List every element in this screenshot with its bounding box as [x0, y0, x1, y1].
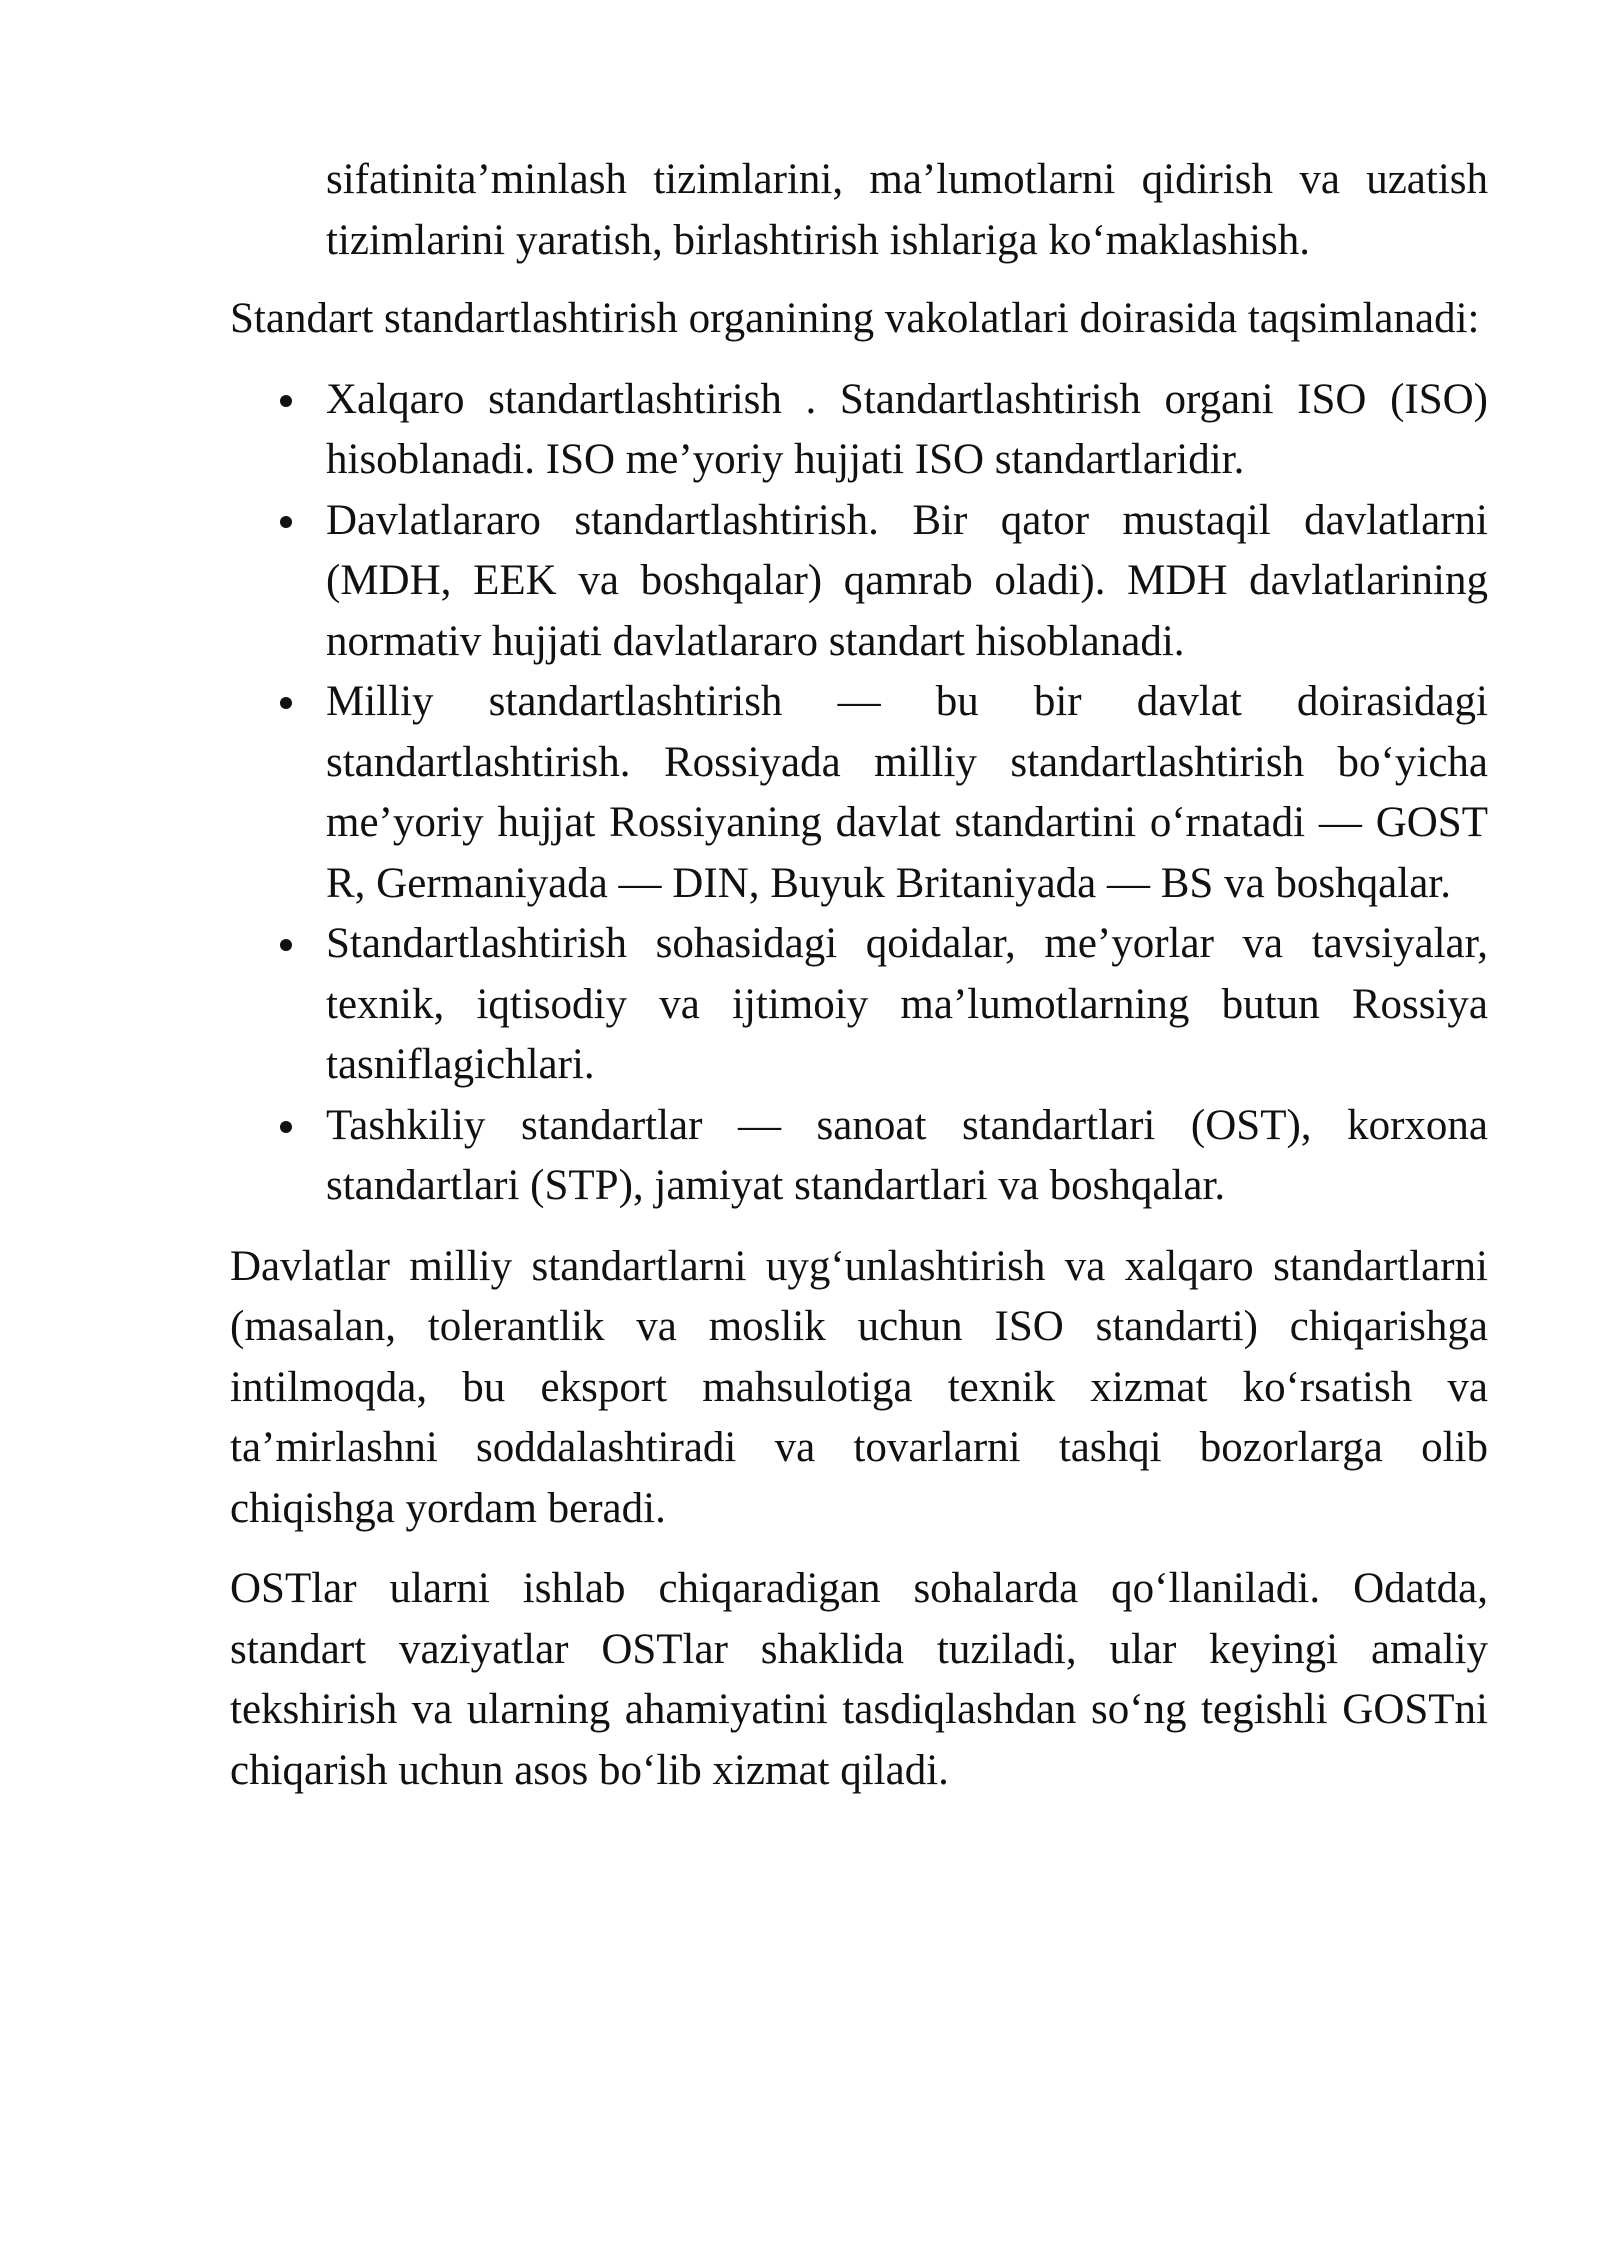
bullet-item [230, 491, 1488, 673]
bullet-dot-icon [280, 1121, 292, 1133]
bullet-item [230, 672, 1488, 914]
bullet-text: Milliy standartlashtirish — bu bir davlat doirasidagi standartlashtirish. Rossiyada milliy standartlashtirish bo‘yicha me’yoriy hujjat Rossiyaning davlat standartini o‘rnatadi — GOST R, Germaniyada — DIN, Buyuk Britaniyada — BS va boshqalar. [326, 678, 1488, 907]
bullet-dot-icon [280, 697, 292, 709]
bullet-item [230, 914, 1488, 1096]
bullet-dot-icon [280, 395, 292, 407]
body-paragraph-ost: OSTlar ularni ishlab chiqaradigan sohalarda qo‘llaniladi. Odatda, standart vaziyatlar OSTlar shaklida tuziladi, ular keyingi amaliy tekshirish va ularning ahamiyatini tasdiqlashdan so‘ng tegishli GOSTni chiqarish uchun asos bo‘lib xizmat qiladi. [230, 1565, 1488, 1794]
bullet-item [230, 370, 1488, 491]
bullet-dot-icon [280, 939, 292, 951]
continuation-paragraph: sifatinita’minlash tizimlarini, ma’lumotlarni qidirish va uzatish tizimlarini yaratish, birlashtirish ishlariga ko‘maklashish. [326, 156, 1488, 264]
bullet-item [230, 1096, 1488, 1217]
intro-paragraph: Standart standartlashtirish organining vakolatlari doirasida taqsimlanadi: [230, 295, 1480, 342]
bullet-text: Davlatlararo standartlashtirish. Bir qator mustaqil davlatlarni (MDH, EEK va boshqalar) qamrab oladi). MDH davlatlarining normativ hujjati davlatlararo standart hisoblanadi. [326, 496, 1488, 665]
bullet-dot-icon [280, 516, 292, 528]
bullet-list [230, 370, 1488, 1217]
page-content [230, 150, 1488, 1821]
bullet-text: Xalqaro standartlashtirish . Standartlashtirish organi ISO (ISO) hisoblanadi. ISO me’yoriy hujjati ISO standartlaridir. [326, 375, 1488, 483]
body-paragraph-harmonization: Davlatlar milliy standartlarni uyg‘unlashtirish va xalqaro standartlarni (masalan, tolerantlik va moslik uchun ISO standarti) chiqarishga intilmoqda, bu eksport mahsulotiga texnik xizmat ko‘rsatish va ta’mirlashni soddalashtiradi va tovarlarni tashqi bozorlarga olib chiqishga yordam beradi. [230, 1242, 1488, 1532]
bullet-text: Tashkiliy standartlar — sanoat standartlari (OST), korxona standartlari (STP), jamiyat standartlari va boshqalar. [326, 1101, 1488, 1209]
bullet-text: Standartlashtirish sohasidagi qoidalar, me’yorlar va tavsiyalar, texnik, iqtisodiy va ijtimoiy ma’lumotlarning butun Rossiya tasniflagichlari. [326, 920, 1488, 1088]
